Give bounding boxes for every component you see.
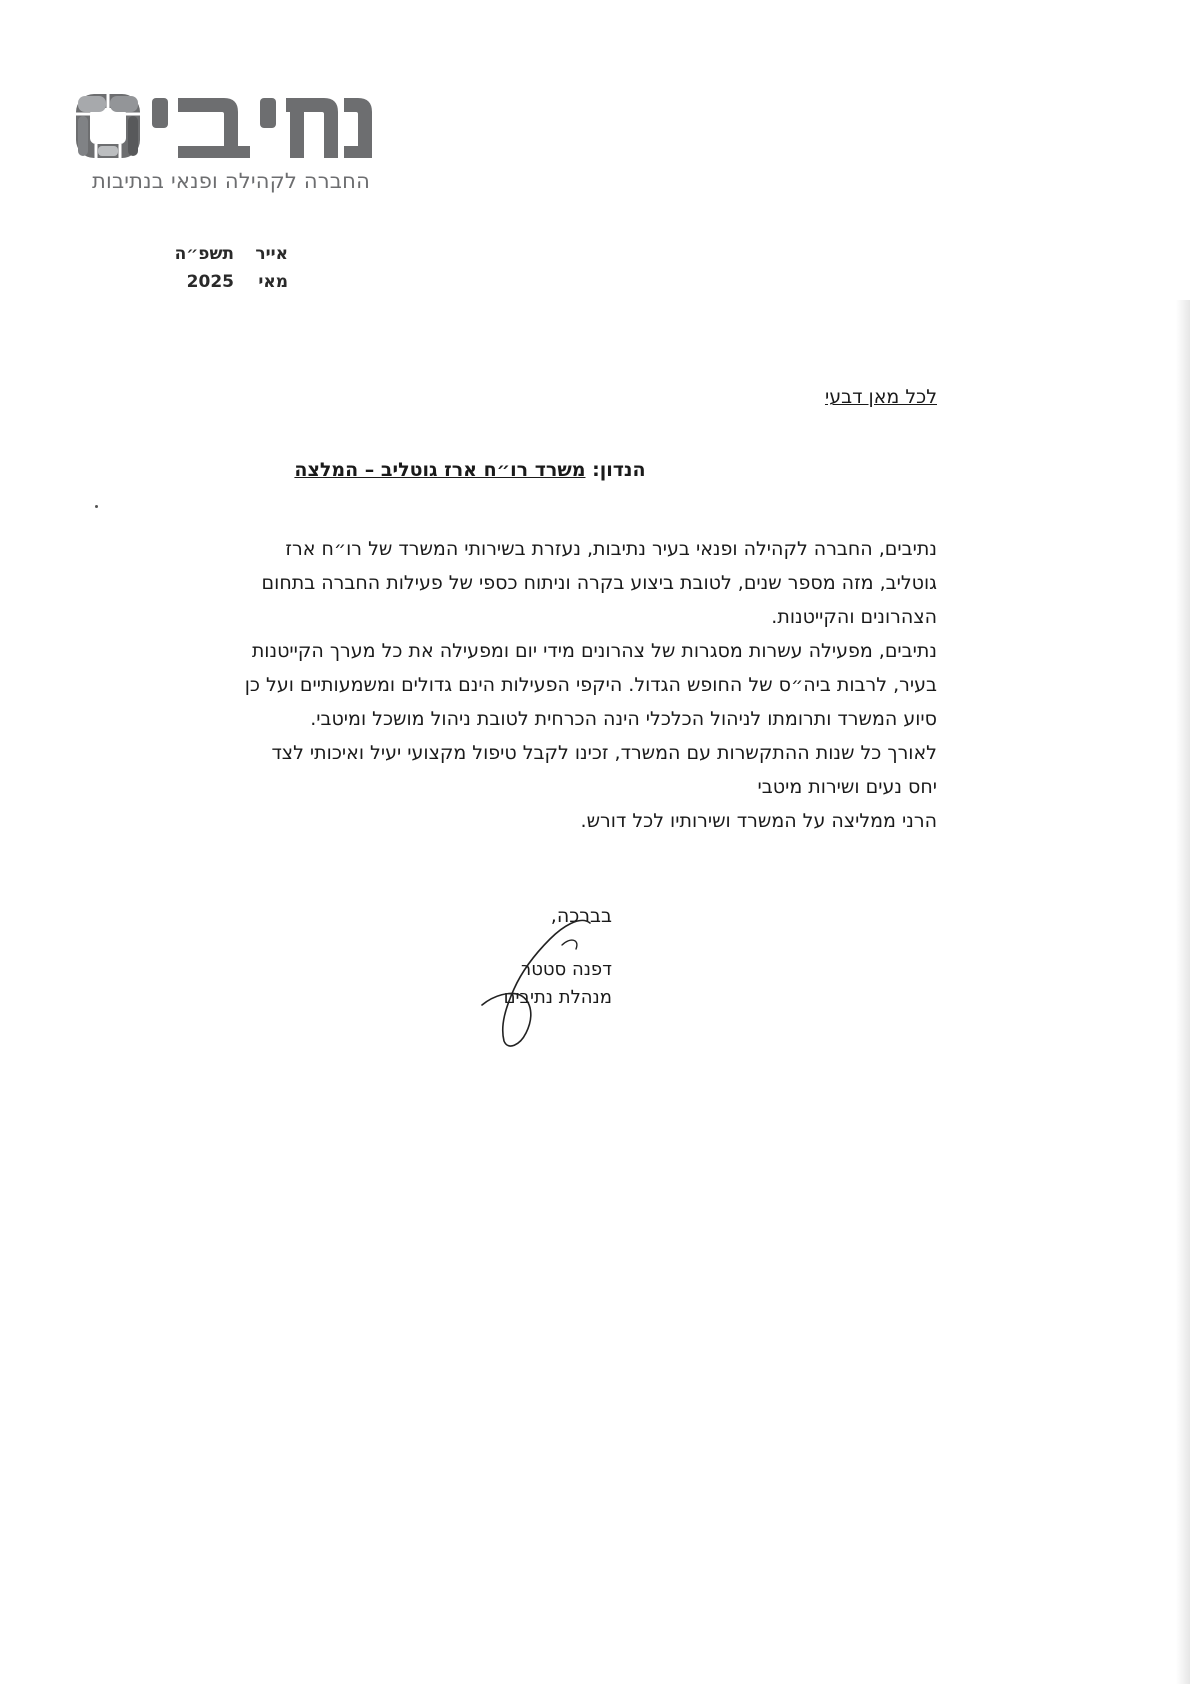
- body-line: הצהרונים והקייטנות.: [771, 606, 937, 628]
- signer-name: דפנה סטטר: [521, 959, 612, 980]
- logo-wordmark-graphic: [74, 92, 374, 160]
- scan-speck: [95, 505, 98, 508]
- body-line: נתיבים, החברה לקהילה ופנאי בעיר נתיבות, נעזרת בשירותי המשרד של רו״ח ארז: [285, 538, 937, 560]
- handwritten-signature: [470, 905, 620, 1055]
- gregorian-month: מאי: [258, 272, 288, 292]
- hebrew-month: אייר: [255, 244, 288, 264]
- body-line: לאורך כל שנות ההתקשרות עם המשרד, זכינו לקבל טיפול מקצועי יעיל ואיכותי לצד: [271, 742, 937, 764]
- gregorian-date: [168, 268, 288, 296]
- gregorian-year: 2025: [186, 272, 234, 292]
- recipient-line: לכל מאן דבעי: [824, 386, 937, 408]
- hebrew-date: [168, 240, 288, 268]
- signer-title: מנהלת נתיבים: [503, 987, 612, 1008]
- logo-tagline: החברה לקהילה ופנאי בנתיבות: [92, 169, 370, 193]
- body-line: גוטליב, מזה מספר שנים, לטובת ביצוע בקרה וניתוח כספי של פעילות החברה בתחום: [261, 572, 937, 594]
- subject-text: משרד רו״ח ארז גוטליב – המלצה: [294, 459, 586, 481]
- body-line: נתיבים, מפעילה עשרות מסגרות של צהרונים מידי יום ומפעילה את כל מערך הקייטנות: [251, 640, 937, 662]
- letter-body: [205, 532, 937, 838]
- hebrew-year: תשפ״ה: [174, 244, 234, 264]
- subject-line: [200, 459, 740, 481]
- subject-prefix: הנדון:: [592, 459, 646, 481]
- scan-edge: [1176, 300, 1190, 1684]
- logo: [74, 92, 374, 202]
- body-line: סיוע המשרד ותרומתו לניהול הכלכלי הינה הכרחית לטובת ניהול מושכל ומיטבי.: [310, 708, 937, 730]
- closing: בברכה,: [550, 905, 612, 927]
- logo-ring-icon: [76, 94, 140, 158]
- body-line: יחס נעים ושירות מיטבי: [757, 776, 937, 798]
- body-line: בעיר, לרבות ביה״ס של החופש הגדול. היקפי הפעילות הינם גדולים ומשמעותיים ועל כן: [244, 674, 937, 696]
- signature-block: [470, 905, 620, 1055]
- body-line: הרני ממליצה על המשרד ושירותיו לכל דורש.: [580, 810, 937, 832]
- letter-dates: [168, 240, 288, 296]
